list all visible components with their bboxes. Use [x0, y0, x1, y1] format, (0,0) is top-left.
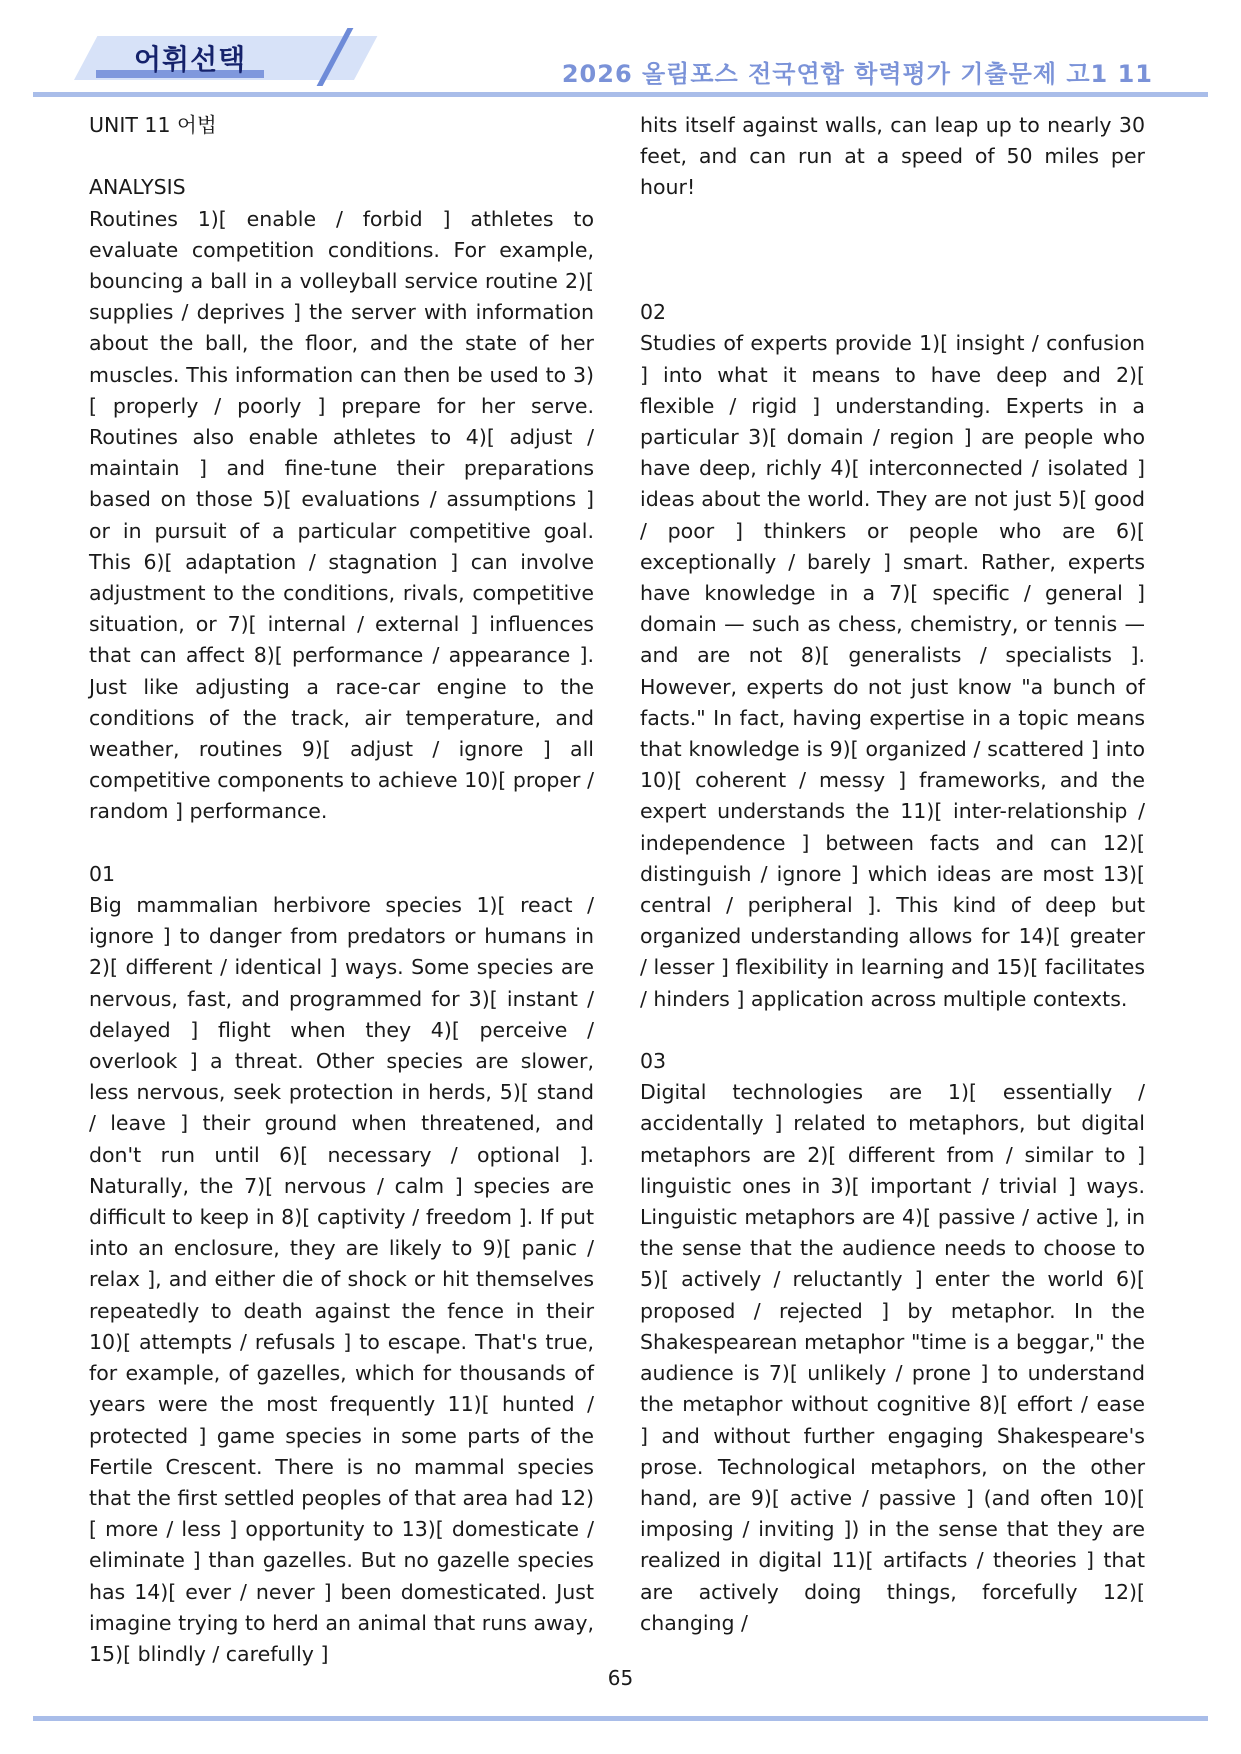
book-title: 2026 올림포스 전국연합 학력평가 기출문제 고1 11: [561, 60, 1153, 88]
section-01-continuation: hits itself against walls, can leap up to nearly 30 feet, and can run at a speed of 50 miles per hour!: [640, 113, 1145, 200]
section-03-passage: Digital technologies are 1)[ essentially / accidentally ] related to metaphors, but digital metaphors are 2)[ different from / similar to ] linguistic ones in 3)[ important / trivial ] ways. Linguistic metaphors are 4)[ passive / active ], in the sense that the audience needs to choose to 5)[ actively / reluctantly ] enter the world 6)[ proposed / rejected ] by metaphor. In the Shakespearean metaphor "time is a beggar," the audience is 7)[ unlikely / prone ] to understand the metaphor without cognitive 8)[ effort / ease ] and without further engaging Shakespeare's prose. Technological metaphors, on the other hand, are 9)[ active / passive ] (and often 10)[ imposing / inviting ]) in the sense that they are realized in digital 11)[ artifacts / theories ] that are actively doing things, forcefully 12)[ changing /: [640, 1080, 1145, 1635]
section-01-passage: Big mammalian herbivore species 1)[ react / ignore ] to danger from predators or humans in 2)[ different / identical ] ways. Some species are nervous, fast, and programmed for 3)[ instant / delayed ] flight when they 4)[ perceive / overlook ] a threat. Other species are slower, less nervous, seek protection in herds, 5)[ stand / leave ] their ground when threatened, and don't run until 6)[ necessary / optional ]. Naturally, the 7)[ nervous / calm ] species are difficult to keep in 8)[ captivity / freedom ]. If put into an enclosure, they are likely to 9)[ panic / relax ], and either die of shock or hit themselves repeatedly to death against the fence in their 10)[ attempts / refusals ] to escape. That's true, for example, of gazelles, which for thousands of years were the most frequently 11)[ hunted / protected ] game species in some parts of the Fertile Crescent. There is no mammal species that the first settled peoples of that area had 12)[ more / less ] opportunity to 13)[ domesticate / eliminate ] than gazelles. But no gazelle species has 14)[ ever / never ] been domesticated. Just imagine trying to herd an animal that runs away, 15)[ blindly / carefully ]: [89, 893, 594, 1666]
footer-divider: [33, 1716, 1208, 1721]
right-column: [640, 110, 1145, 1639]
unit-title: UNIT 11 어법: [89, 113, 217, 137]
analysis-passage: Routines 1)[ enable / forbid ] athletes to evaluate competition conditions. For example, bouncing a ball in a volleyball service routine 2)[ supplies / deprives ] the server with information about the ball, the floor, and the state of her muscles. This information can then be used to 3)[ properly / poorly ] prepare for her serve. Routines also enable athletes to 4)[ adjust / maintain ] and fine-tune their preparations based on those 5)[ evaluations / assumptions ] or in pursuit of a particular competitive goal. This 6)[ adaptation / stagnation ] can involve adjustment to the conditions, rivals, competitive situation, or 7)[ internal / external ] influences that can affect 8)[ performance / appearance ]. Just like adjusting a race-car engine to the conditions of the track, air temperature, and weather, routines 9)[ adjust / ignore ] all competitive components to achieve 10)[ proper / random ] performance.: [89, 206, 594, 824]
page-number: 65: [607, 1666, 634, 1690]
section-02-passage: Studies of experts provide 1)[ insight / confusion ] into what it means to have deep and 2)[ flexible / rigid ] understanding. Experts in a particular 3)[ domain / region ] are people who have deep, richly 4)[ interconnected / isolated ] ideas about the world. They are not just 5)[ good / poor ] thinkers or people who are 6)[ exceptionally / barely ] smart. Rather, experts have knowledge in a 7)[ specific / general ] domain — such as chess, chemistry, or tennis — and are not 8)[ generalists / specialists ]. However, experts do not just know "a bunch of facts." In fact, having expertise in a topic means that knowledge is 9)[ organized / scattered ] into 10)[ coherent / messy ] frameworks, and the expert understands the 11)[ inter-relationship / independence ] between facts and can 12)[ distinguish / ignore ] which ideas are most 13)[ central / peripheral ]. This kind of deep but organized understanding allows for 14)[ greater / lesser ] flexibility in learning and 15)[ facilitates / hinders ] application across multiple contexts.: [640, 331, 1145, 1011]
badge-label: 어휘선택: [134, 43, 247, 76]
page-header: [0, 0, 1241, 105]
section-02-heading: 02: [640, 300, 667, 325]
header-divider: [33, 92, 1208, 97]
section-03-heading: 03: [640, 1049, 667, 1074]
section-badge: [74, 36, 354, 80]
analysis-heading: ANALYSIS: [89, 175, 186, 200]
section-01-heading: 01: [89, 861, 116, 886]
left-column: [89, 110, 594, 1670]
